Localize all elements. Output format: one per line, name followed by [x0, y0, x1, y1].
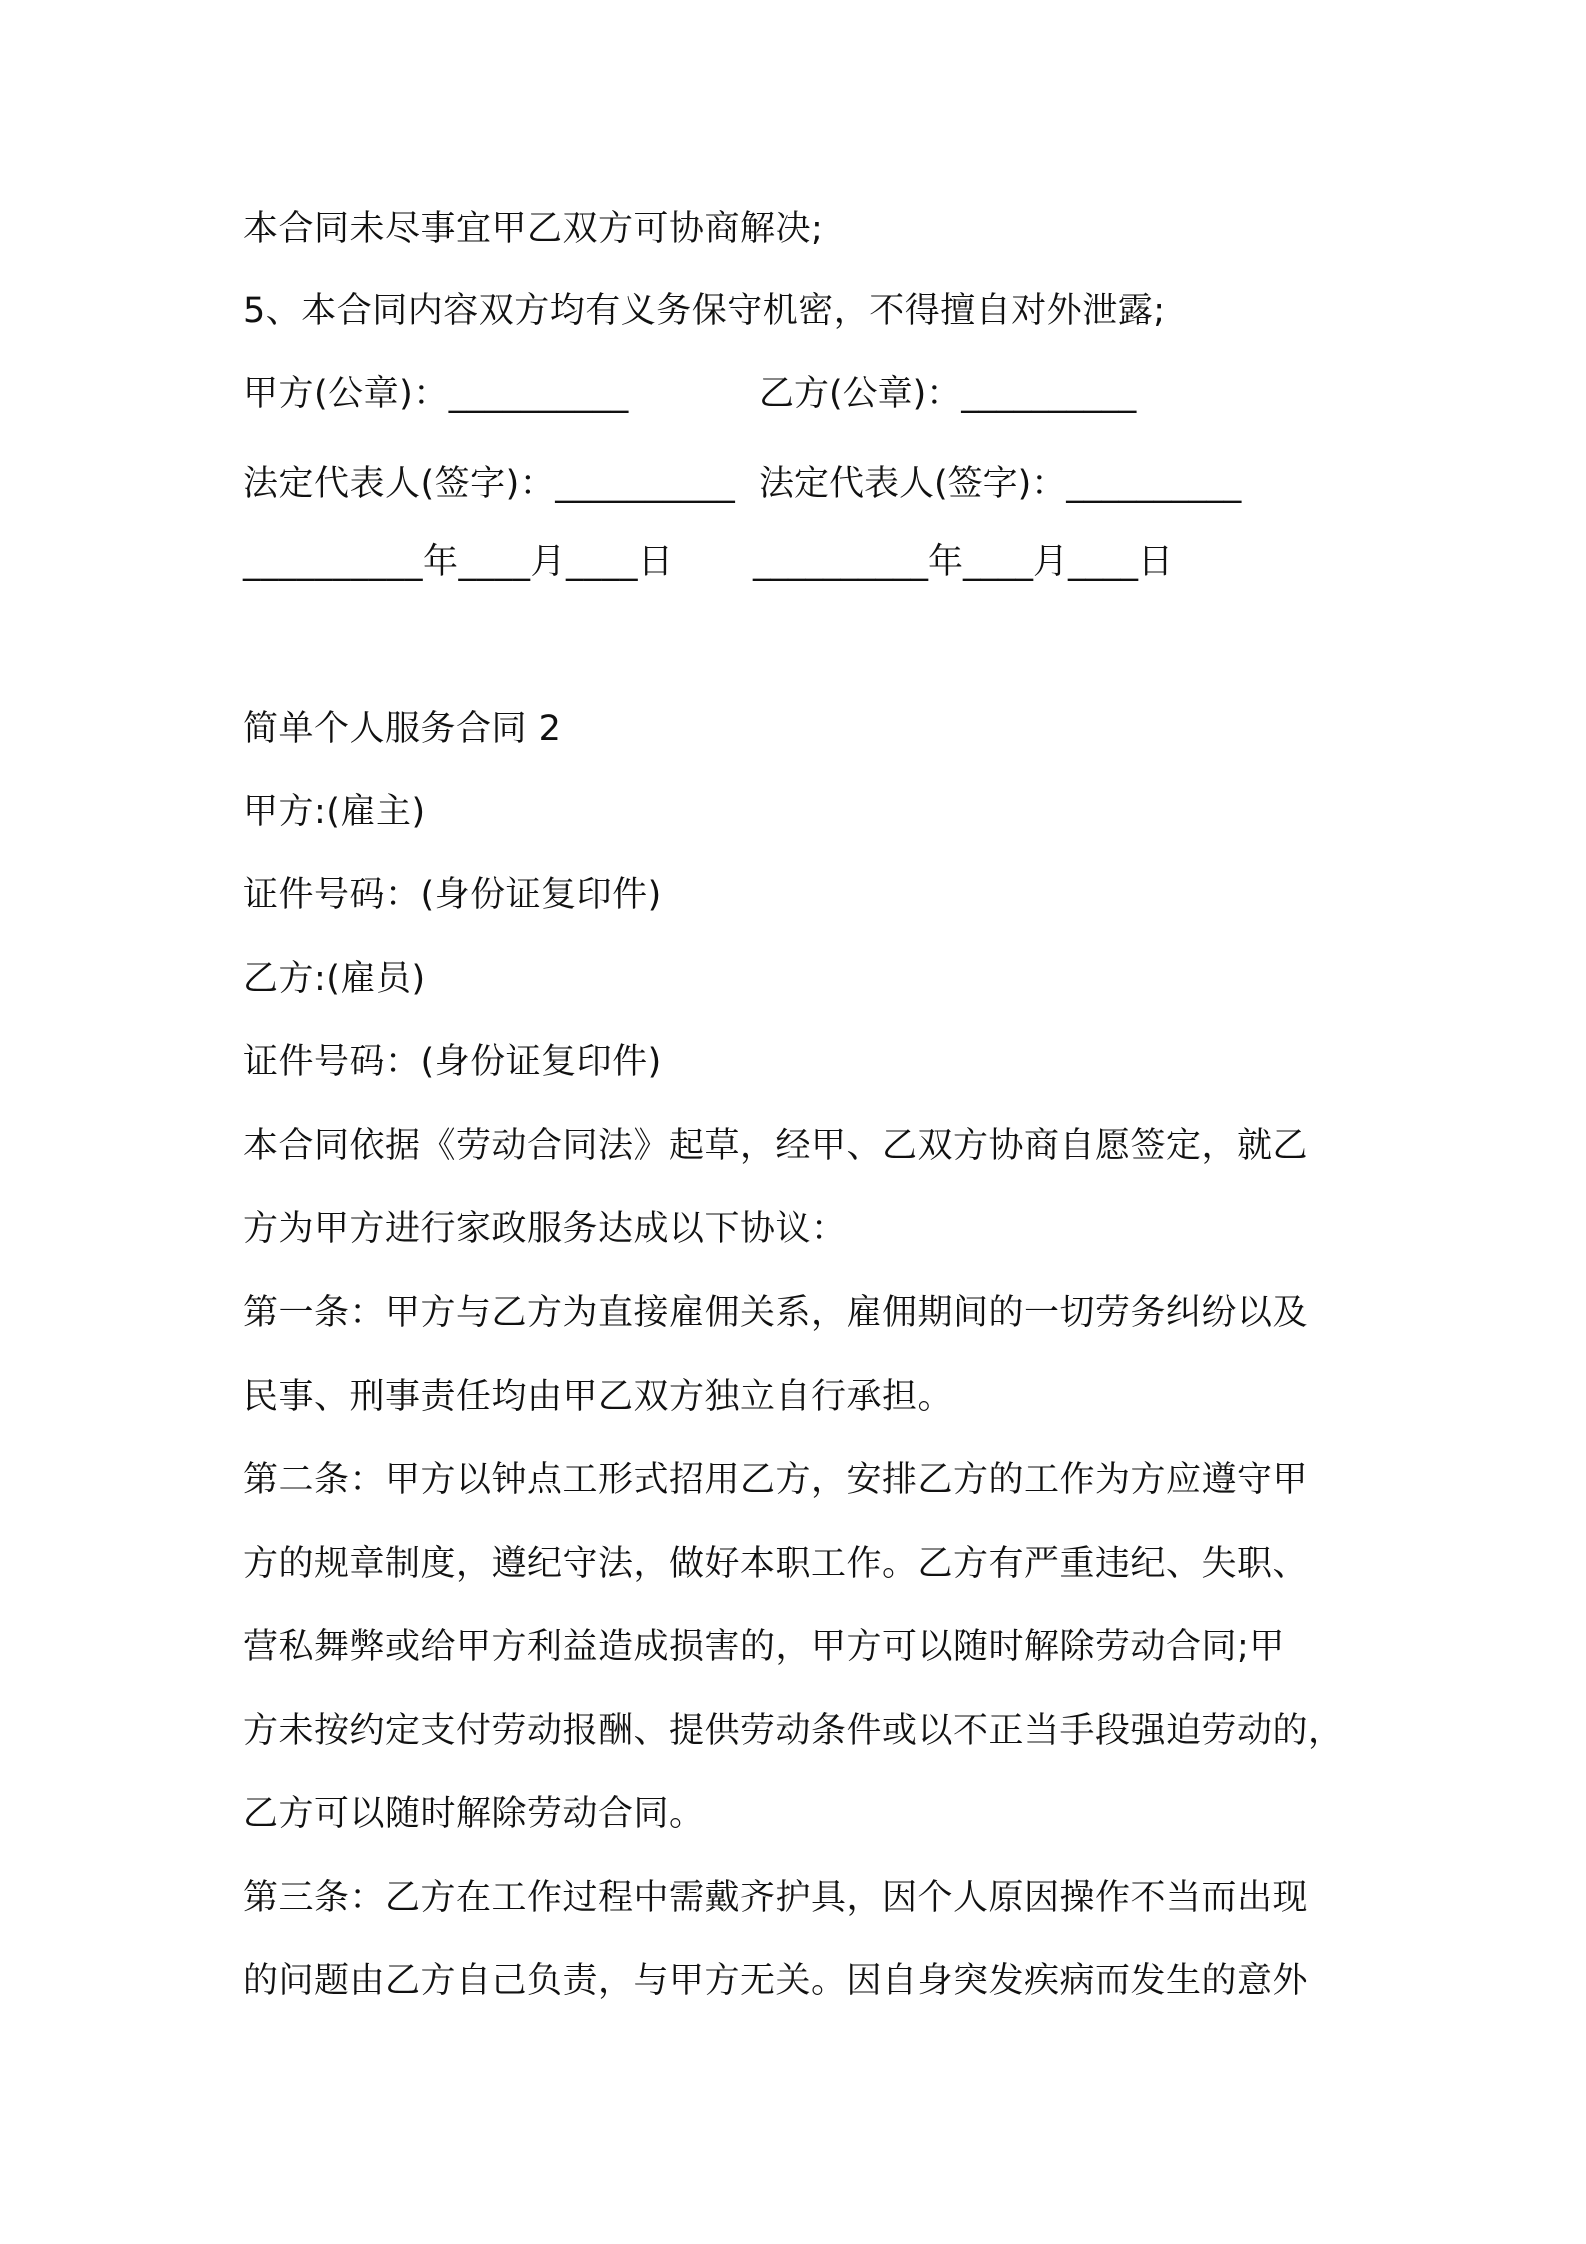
- article2-line-2: 方的规章制度，遵纪守法，做好本职工作。乙方有严重违纪、失职、: [243, 1544, 1309, 1584]
- article2-line-5: 乙方可以随时解除劳动合同。: [243, 1794, 705, 1834]
- article3-line-1: 第三条：乙方在工作过程中需戴齐护具，因个人原因操作不当而出现: [243, 1878, 1309, 1918]
- contract2-party-a-id: 证件号码：(身份证复印件): [243, 875, 662, 915]
- clause-unresolved-matters: 本合同未尽事宜甲乙双方可协商解决;: [243, 209, 824, 249]
- article2-line-1: 第二条：甲方以钟点工形式招用乙方，安排乙方的工作为方应遵守甲: [243, 1460, 1309, 1500]
- article2-line-4: 方未按约定支付劳动报酬、提供劳动条件或以不正当手段强迫劳动的，: [243, 1711, 1344, 1751]
- article2-line-3: 营私舞弊或给甲方利益造成损害的，甲方可以随时解除劳动合同;甲: [243, 1627, 1285, 1667]
- party-b-seal-line: 乙方(公章)：__________: [759, 374, 1137, 414]
- party-b-date-line: __________年____月____日: [753, 542, 1174, 582]
- contract2-intro-line-2: 方为甲方进行家政服务达成以下协议：: [243, 1209, 847, 1249]
- contract2-party-a: 甲方:(雇主): [243, 792, 426, 832]
- party-a-date-line: __________年____月____日: [243, 542, 674, 582]
- article1-line-1: 第一条：甲方与乙方为直接雇佣关系，雇佣期间的一切劳务纠纷以及: [243, 1293, 1309, 1333]
- article3-line-2: 的问题由乙方自己负责，与甲方无关。因自身突发疾病而发生的意外: [243, 1961, 1309, 2001]
- party-a-rep-line: 法定代表人(签字)：__________: [243, 464, 736, 504]
- party-a-seal-line: 甲方(公章)：__________: [243, 374, 629, 414]
- clause-confidentiality: 5、本合同内容双方均有义务保守机密，不得擅自对外泄露;: [243, 291, 1166, 331]
- article1-line-2: 民事、刑事责任均由甲乙双方独立自行承担。: [243, 1377, 954, 1417]
- contract2-title: 简单个人服务合同 2: [243, 709, 562, 749]
- contract2-party-b-id: 证件号码：(身份证复印件): [243, 1042, 662, 1082]
- contract2-intro-line-1: 本合同依据《劳动合同法》起草，经甲、乙双方协商自愿签定，就乙: [243, 1126, 1309, 1166]
- party-b-rep-line: 法定代表人(签字)：__________: [759, 464, 1242, 504]
- contract2-party-b: 乙方:(雇员): [243, 959, 426, 999]
